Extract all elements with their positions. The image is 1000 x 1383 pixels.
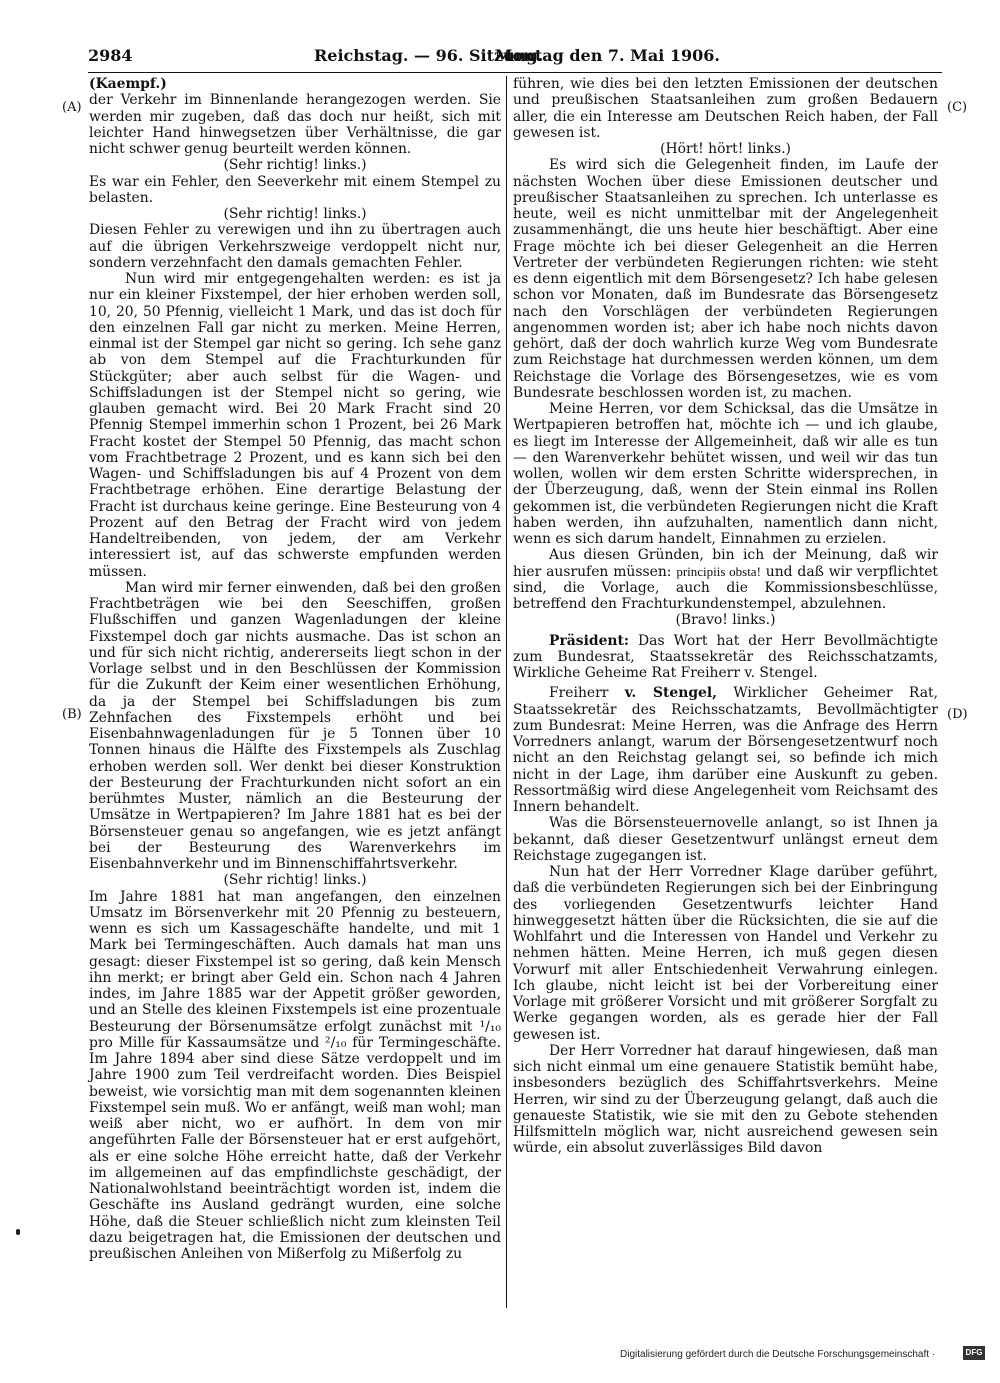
paragraph: Im Jahre 1881 hat man angefangen, den einzelnen Umsatz im Börsenverkehr mit 20 Pfennig zu besteuern, wenn es sich um Kassageschäfte handelte, und mit 1 Mark bei Termingeschäften. Auch damals hat man uns gesagt: dieser Fixstempel ist so gering, daß kein Mensch ihn merkt; er bringt aber Geld ein. Schon nach 4 Jahren indes, im Jahre 1885 war der Appetit größer geworden, und an Stelle des kleinen Fixstempels ist eine prozentuale Besteurung der Börsenumsätze erfolgt zunächst mit ¹/₁₀ pro Mille für Kassaumsätze und ²/₁₀ für Termingeschäfte. Im Jahre 1894 aber sind diese Sätze verdoppelt und im Jahre 1900 zum Teil verdreifacht worden. Dies Beispiel beweist, wie vorsichtig man mit dem sogenannten kleinen Fixstempel sein muß. Wo er anfängt, weiß man wohl; man weiß aber nicht, wo er aufhört. In dem von mir angeführten Falle der Börsensteuer hat er erst aufgehört, als er eine solche Höhe erreicht hatte, daß der Verkehr im allgemeinen auf das empfindlichste geschädigt, der Nationalwohlstand beeinträchtigt worden ist, indem die Geschäfte ins Ausland gedrängt wurden, eine solche Höhe, daß die Steuer schließlich nicht zum kleinsten Teil dazu beigetragen hat, die Emissionen der deutschen und preußischen Anleihen von Mißerfolg zu Mißerfolg zu <box>89 888 501 1262</box>
digitization-credit: Digitalisierung gefördert durch die Deutsche Forschungsgemeinschaft · <box>620 1349 936 1360</box>
paragraph: Meine Herren, vor dem Schicksal, das die Umsätze in Wertpapieren betroffen hat, möchte ich — und ich glaube, es liegt im Interesse der Allgemeinheit, daß wir alle es tun — den Warenverkehr behütet wissen, und weil wir das tun wollen, wollen wir dem ersten Schritte widersprechen, in der Überzeugung, daß, wenn der Stein einmal ins Rollen gekommen ist, die verbündeten Regierungen nicht die Kraft haben werden, ihn aufzuhalten, namentlich dann nicht, wenn es sich darum handelt, Einnahmen zu erzielen. <box>513 401 938 547</box>
text-run: Das Wort hat der Herr Bevollmächtigte zum Bundesrat, Staatssekretär des Reichsschatzamts, Wirkliche Geheime Rat Freiherr v. Stengel. <box>513 632 938 681</box>
paragraph: Nun wird mir entgegengehalten werden: es ist ja nur ein kleiner Fixstempel, der hier erhoben werden soll, 10, 20, 50 Pfennig, vielleicht 1 Mark, und das ist doch für den einzelnen Fall gar nicht zu merken. Meine Herren, einmal ist der Stempel gar nicht so gering. Ich sehe ganz ab von dem Stempel auf die Frachturkunden für Stückgüter; aber auch selbst für die Wagen- und Schiffsladungen ist der Stempel nicht so gering, wie glauben gemacht wird. Bei 20 Mark Fracht sind 20 Pfennig Stempel immerhin schon 1 Prozent, bei 26 Mark Fracht kostet der Stempel 50 Pfennig, das macht schon vom Frachtbetrage 2 Prozent, und es kann sich bei den Wagen- und Schiffsladungen bis auf 4 Prozent von dem Frachtbetrage erhöhen. Eine derartige Belastung der Fracht ist durchaus keine geringe. Eine Besteurung von 4 Prozent auf den Betrag der Fracht wird von jedem Handeltreibenden, von jedem, der am Verkehr interessiert ist, auf das schwerste empfunden werden müssen. <box>89 271 501 580</box>
margin-marker-a: (A) <box>62 100 82 115</box>
paragraph: Der Herr Vorredner hat darauf hingewiesen, daß man sich nicht einmal um eine genauere Statistik bemüht habe, insbesonders bezüglich des Schiffahrtsverkehrs. Meine Herren, wir sind zu der Überzeugung gelangt, daß auch die genaueste Statistik, wie sie mit den zu Gebote stehenden Hilfsmitteln möglich war, nicht ausreichend gewesen sein würde, ein absolut zuverlässiges Bild davon <box>513 1042 938 1157</box>
session-title: Reichstag. — 96. Sitzung. <box>314 46 544 65</box>
paragraph: Nun hat der Herr Vorredner Klage darüber geführt, daß die verbündeten Regierungen sich bei der Einbringung des vorliegenden Gesetzentwurfs leichter Hand hinweggesetzt hätten über die Rücksichten, die sie auf die Wohlfahrt und die Interessen von Handel und Verkehr zu nehmen hätten. Meine Herren, ich muß gegen diesen Vorwurf mit aller Entschiedenheit Verwahrung einlegen. Ich glaube, nicht leicht ist bei der Vorbereitung einer Vorlage mit größerer Vorsicht und mit größerer Sorgfalt zu Werke gegangen worden, als es gerade hier der Fall gewesen ist. <box>513 864 938 1043</box>
paragraph: Was die Börsensteuernovelle anlangt, so ist Ihnen ja bekannt, daß dieser Gesetzentwurf unlängst erneut dem Reichstage zugegangen ist. <box>513 815 938 864</box>
interjection: (Sehr richtig! links.) <box>223 206 367 222</box>
session-date: Montag den 7. Mai 1906. <box>494 46 720 65</box>
text-run: Aus diesen Gründen, bin ich der Meinung, daß wir hier ausrufen müssen: <box>513 547 938 580</box>
page-number: 2984 <box>88 46 133 65</box>
margin-dot <box>16 1229 20 1235</box>
interjection: (Hört! hört! links.) <box>660 141 791 157</box>
right-column <box>513 76 938 1157</box>
paragraph: Man wird mir ferner einwenden, daß bei den großen Frachtbeträgen wie bei den Seeschiffen, großen Flußschiffen und ganzen Wagenladungen der kleine Fixstempel doch gar nichts ausmache. Das ist schon an und für sich nicht richtig, andererseits liegt schon in der Vorlage selbst und in den Beschlüssen der Kommission für die Zukunft der Keim einer wesentlichen Erhöhung, da ja der Stempel bei Schiffsladungen bis zum Zehnfachen des Fixstempels erhöht und bei Eisenbahnwagenladungen für je 5 Tonnen über 10 Tonnen hinaus die Hälfte des Fixstempels als Zuschlag erhoben werden soll. Wer denkt bei dieser Konstruktion der Besteurung der Frachturkunden nicht sofort an ein berühmtes Muster, nämlich an die Besteurung der Umsätze in Wertpapieren? Im Jahre 1881 hat es bei der Börsensteuer genau so angefangen, wie es jetzt anfängt bei der Besteurung des Warenverkehrs im Eisenbahnverkehr und im Binnenschiffahrtsverkehr. <box>89 579 501 872</box>
margin-marker-c: (C) <box>947 100 968 115</box>
text-run: und daß wir verpflichtet sind, die Vorlage, auch die Kommissionsbeschlüsse, betreffend den Frachturkundenstempel, abzulehnen. <box>513 563 938 612</box>
speaker-name: Präsident: <box>549 632 630 649</box>
text-run: Wirklicher Geheimer Rat, Staatssekretär des Reichsschatzamts, Bevollmächtigter zum Bundesrat: Meine Herren, was die Anfrage des Herrn Vorredners anlangt, warum der Börsengesetzentwurf noch nicht an den Reichstag gelangt sei, so befinde ich mich nicht in der Lage, ihm darüber eine Auskunft zu geben. Ressortmäßig wird diese Angelegenheit vom Reichsamt des Innern behandelt. <box>513 685 938 815</box>
speaker-name: v. Stengel, <box>624 685 718 702</box>
paragraph: führen, wie dies bei den letzten Emissionen der deutschen und preußischen Staatsanleihen zum großen Bedauern aller, die ein Interesse am Deutschen Reich haben, der Fall gewesen ist. <box>513 76 938 141</box>
paragraph: Es war ein Fehler, den Seeverkehr mit einem Stempel zu belasten. <box>89 173 501 206</box>
paragraph: Diesen Fehler zu verewigen und ihn zu übertragen auch auf die übrigen Verkehrszweige verdoppelt nicht nur, sondern verzehnfacht den damals gemachten Fehler. <box>89 222 501 271</box>
paragraph: Es wird sich die Gelegenheit finden, im Laufe der nächsten Wochen über diese Emissionen deutscher und preußischer Staatsanleihen zu sprechen. Ich unterlasse es heute, weil es nicht unmittelbar mit der Angelegenheit zusammenhängt, die uns heute hier beschäftigt. Aber eine Frage möchte ich bei dieser Gelegenheit an die Herren Vertreter der verbündeten Regierungen richten: wie steht es denn eigentlich mit dem Börsengesetz? Ich habe gelesen schon vor Monaten, daß im Bundesrate das Börsengesetz nach den Vorschlägen der verbündeten Regierungen angenommen worden ist; aber ich habe noch nichts davon gehört, daß der doch wahrlich kurze Weg vom Bundesrate zum Reichstage hat durchmessen werden können, um dem Reichstage die Vorlage des Börsengesetzes, wie es vom Bundesrate beschlossen worden ist, zu machen. <box>513 157 938 401</box>
speaker-paragraph <box>513 633 938 682</box>
interjection: (Sehr richtig! links.) <box>223 157 367 174</box>
margin-marker-b: (B) <box>62 707 82 722</box>
header-rule <box>88 72 942 73</box>
page-header <box>88 46 942 70</box>
margin-marker-d: (D) <box>947 707 968 722</box>
latin-phrase: principiis obsta! <box>676 563 761 579</box>
column-divider <box>506 76 507 1308</box>
interjection: (Bravo! links.) <box>675 612 776 629</box>
left-column <box>89 76 501 1262</box>
interjection: (Sehr richtig! links.) <box>223 872 367 889</box>
speaker-paragraph <box>513 685 938 815</box>
paragraph <box>513 547 938 612</box>
speaker-label: (Kaempf.) <box>89 76 167 92</box>
paragraph: der Verkehr im Binnenlande herangezogen werden. Sie werden mir zugeben, daß das doch nur heißt, sich mit leichter Hand hinwegsetzen über Verhältnisse, die gar nicht schwer genug beurteilt werden können. <box>89 92 501 157</box>
dfg-logo: DFG <box>963 1346 985 1360</box>
text-run: Freiherr <box>549 685 609 702</box>
